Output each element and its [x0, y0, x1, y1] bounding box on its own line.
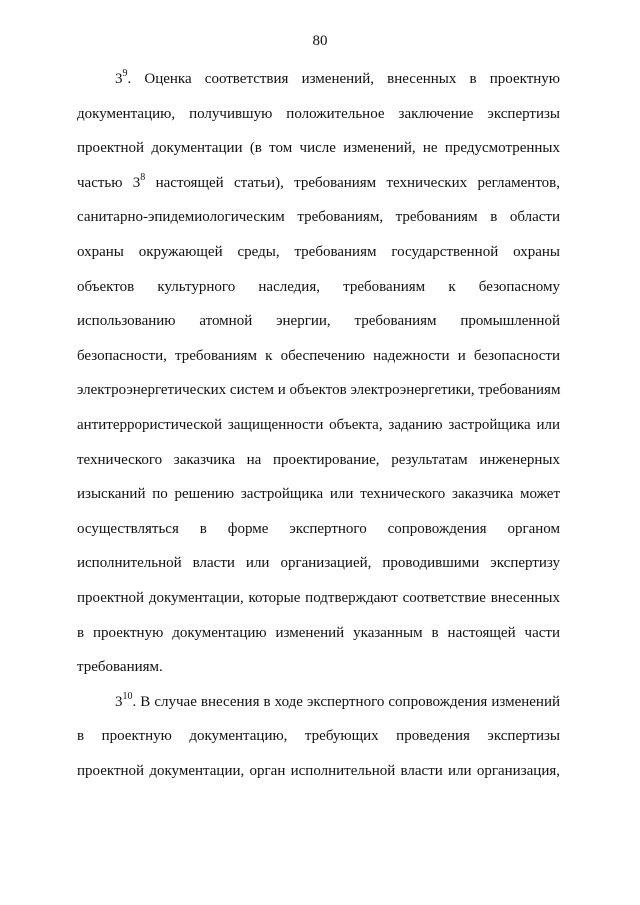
text-line: проектной документации, которые подтверждают соответствие внесенных [77, 589, 560, 606]
text-line: технического заказчика на проектирование, результатам инженерных [77, 451, 560, 468]
text-line: частью $3^8$ настоящей статьи), требованиям технических регламентов, [77, 171, 561, 191]
text-line: проектной документации (в том числе изменений, не предусмотренных [77, 140, 560, 157]
text-line: изысканий по решению застройщика или технического заказчика может [77, 486, 560, 503]
text-line: требованиям. [77, 659, 163, 676]
text-line: использованию атомной энергии, требованиям промышленной [77, 313, 560, 330]
document-body [77, 62, 560, 788]
text-line: осуществляться в форме экспертного сопровождения органом [77, 520, 560, 537]
text-line: объектов культурного наследия, требованиям к безопасному [77, 278, 560, 295]
text-line: исполнительной власти или организацией, проводившими экспертизу [77, 555, 560, 572]
paragraph-marker: $3^9$ [115, 68, 128, 87]
text-line: документацию, получившую положительное заключение экспертизы [77, 105, 560, 122]
page-number: 80 [312, 33, 328, 49]
text-line: $3^9$. Оценка соответствия изменений, внесенных в проектную [115, 68, 560, 87]
text-line: электроэнергетических систем и объектов электроэнергетики, требованиям [77, 382, 561, 399]
paragraph-marker: $3^{10}$ [115, 690, 133, 710]
text-line: санитарно-эпидемиологическим требованиям, требованиям в области [77, 209, 560, 226]
text-line: в проектную документацию изменений указанным в настоящей части [77, 624, 560, 641]
inline-reference: частью $3^8$ [77, 171, 146, 191]
text-line: безопасности, требованиям к обеспечению надежности и безопасности [77, 347, 560, 364]
paragraph-3-10 [77, 685, 560, 789]
paragraph-3-9 [77, 62, 560, 685]
text-line: охраны окружающей среды, требованиям государственной охраны [77, 243, 560, 260]
text-line: $3^{10}$. В случае внесения в ходе экспертного сопровождения изменений [115, 690, 560, 710]
text-line: антитеррористической защищенности объекта, заданию застройщика или [77, 416, 560, 433]
text-line: проектной документации, орган исполнительной власти или организация, [77, 762, 560, 779]
text-line: в проектную документацию, требующих проведения экспертизы [77, 728, 560, 745]
